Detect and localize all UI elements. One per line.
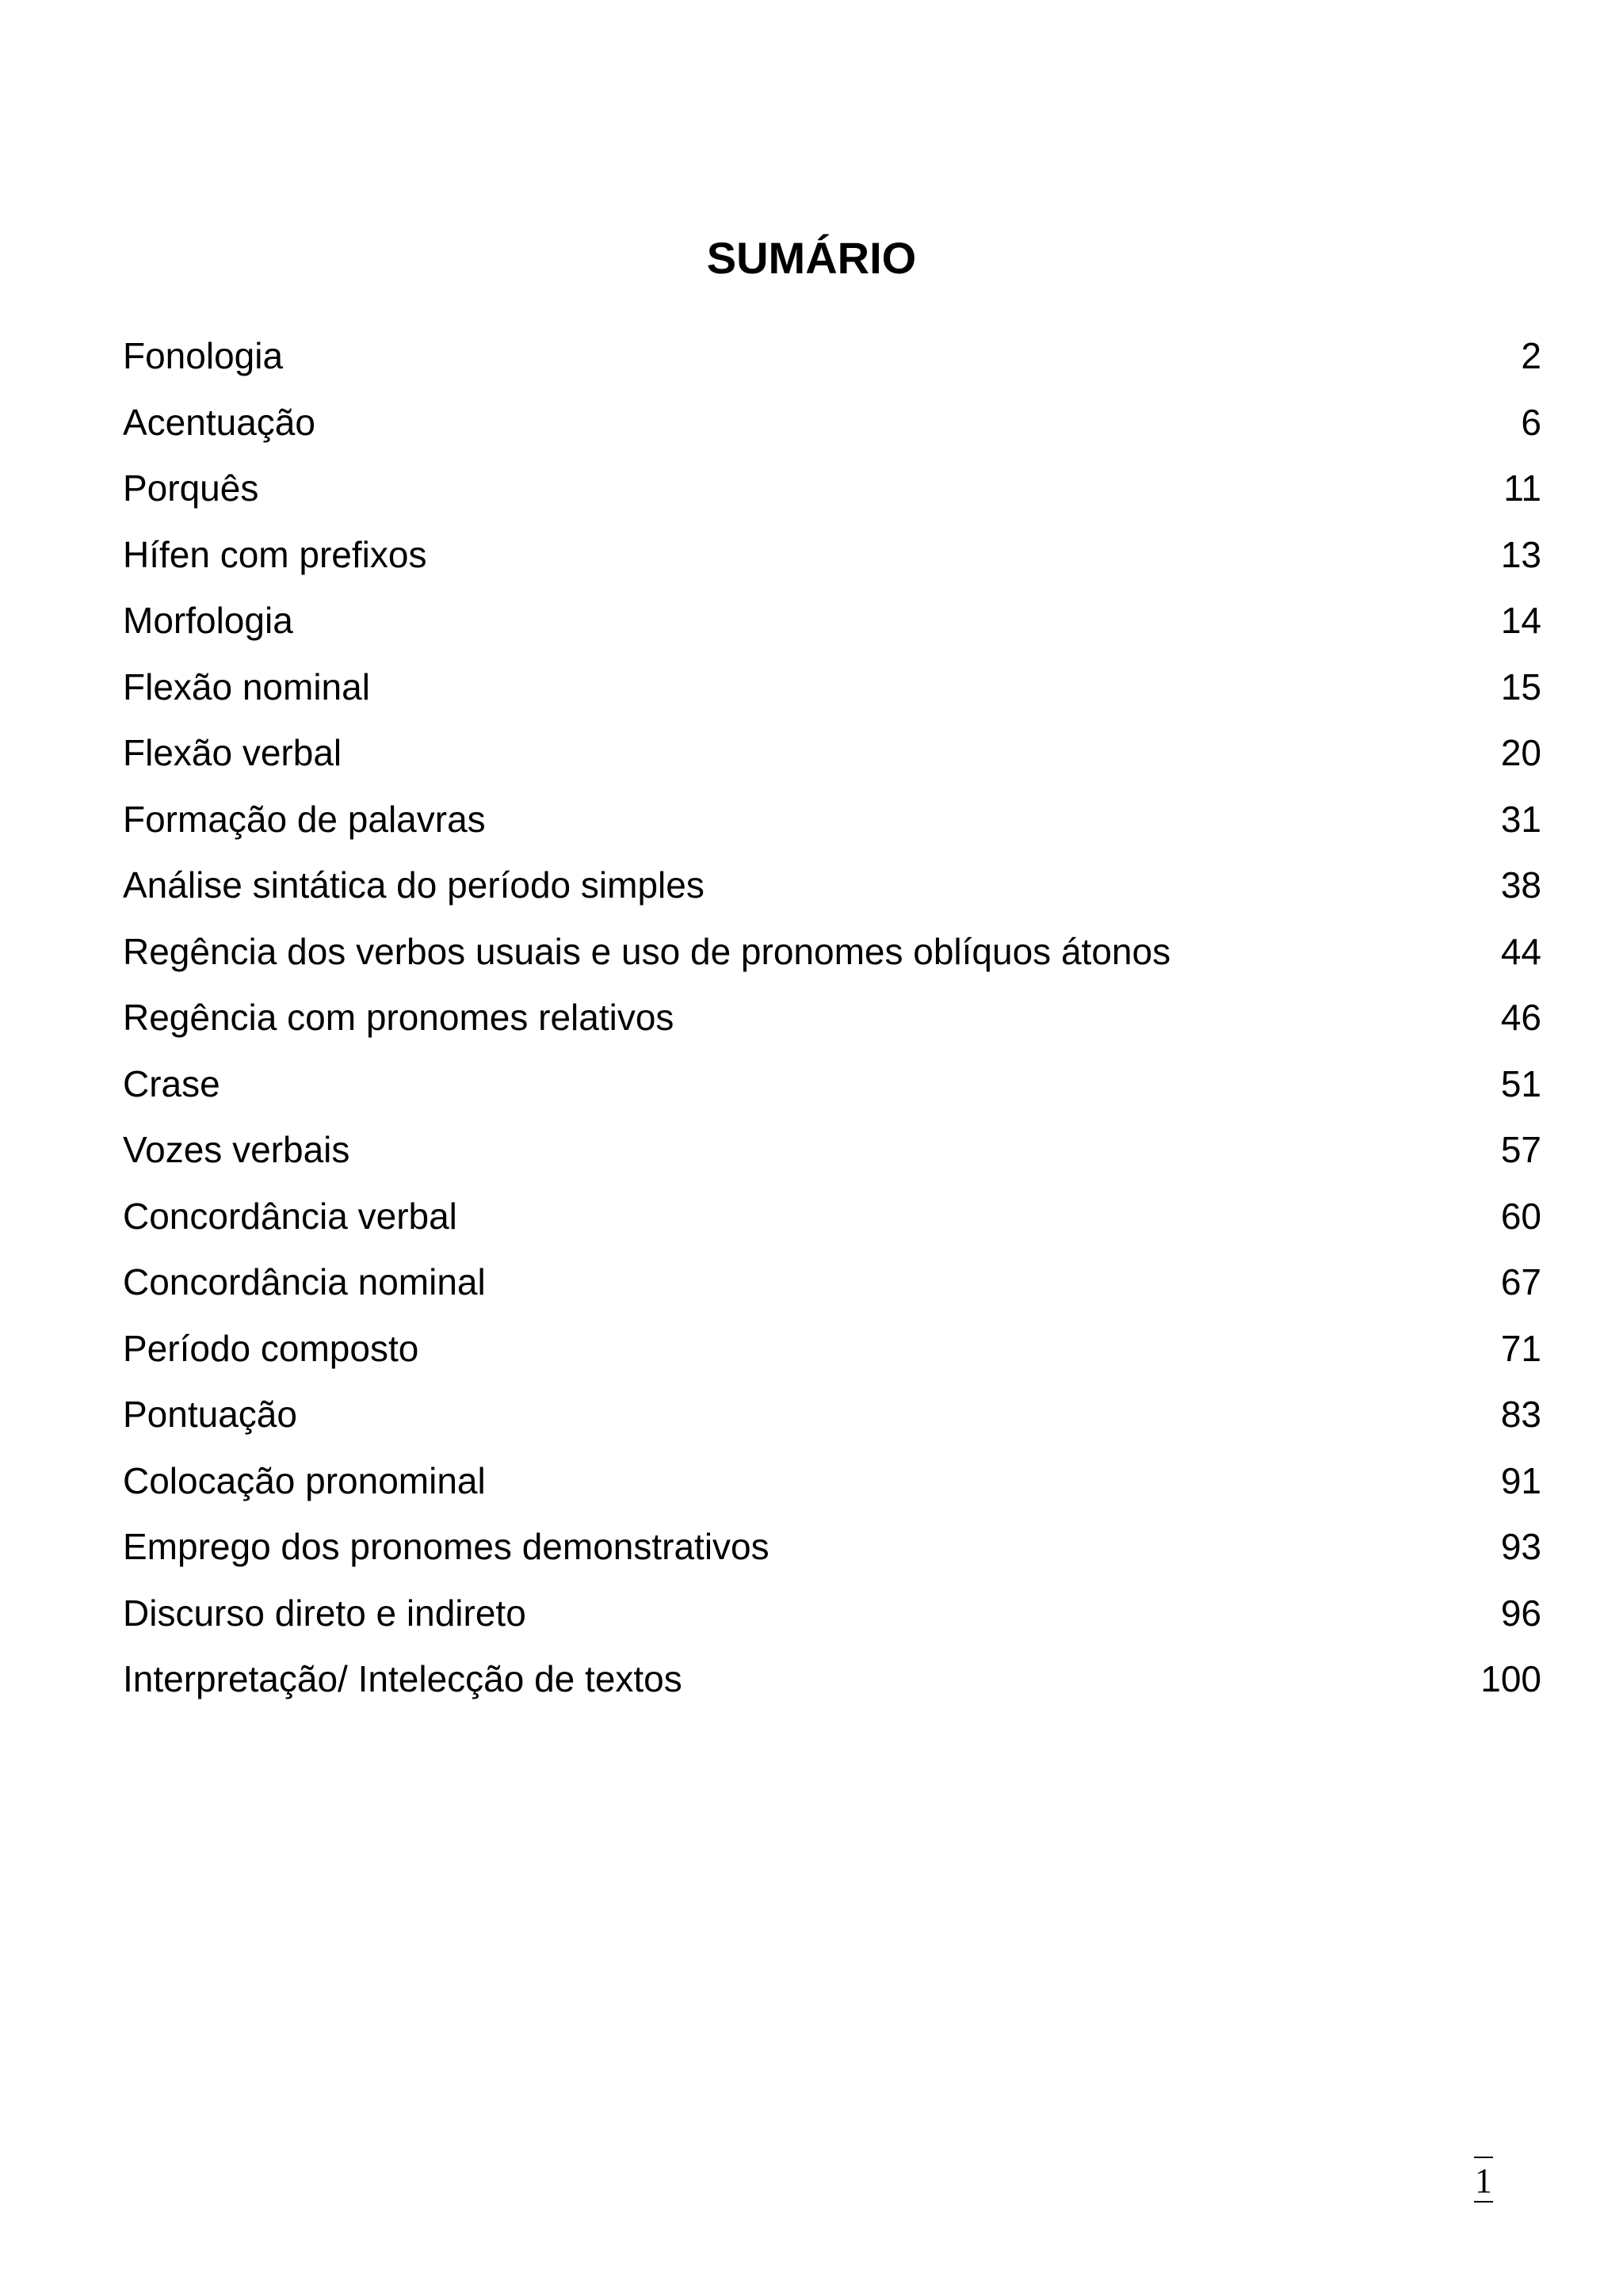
toc-entry-page: 100 [1480,1658,1541,1699]
toc-entry-label: Vozes verbais [123,1129,350,1170]
toc-entry-page: 46 [1500,997,1541,1038]
toc-entry-label: Regência dos verbos usuais e uso de pronomes oblíquos átonos [123,930,1171,972]
toc-entry-page: 14 [1500,600,1541,641]
toc-title: SUMÁRIO [706,233,917,283]
toc-entry [123,588,1541,654]
toc-entry [123,1184,1541,1250]
toc-entry-page: 11 [1503,467,1541,509]
toc-entry-label: Crase [123,1062,220,1104]
toc-entry-page: 38 [1500,864,1541,906]
toc-entry-page: 96 [1500,1592,1541,1634]
toc-entry-label: Concordância nominal [123,1261,486,1302]
toc-entry-page: 93 [1500,1526,1541,1567]
toc-entry [123,1382,1541,1448]
toc-entry-page: 13 [1500,533,1541,575]
toc-entry-label: Colocação pronominal [123,1459,486,1501]
toc-entry-label: Discurso direto e indireto [123,1592,526,1634]
toc-entry-label: Fonologia [123,335,284,376]
toc-entry-label: Concordância verbal [123,1195,457,1237]
toc-entry [123,1316,1541,1383]
toc-entry [123,787,1541,853]
toc-entry-label: Análise sintática do período simples [123,864,705,906]
toc-entry-page: 71 [1500,1327,1541,1369]
toc-entry [123,390,1541,456]
toc-entry [123,1514,1541,1581]
toc-entry-page: 60 [1500,1195,1541,1237]
toc-entry-page: 31 [1500,798,1541,840]
toc-entry-page: 44 [1500,930,1541,972]
toc-entry-label: Interpretação/ Intelecção de textos [123,1658,682,1699]
toc-entry [123,323,1541,390]
toc-entry-page: 57 [1500,1129,1541,1170]
toc-entry [123,654,1541,721]
toc-entry [123,522,1541,589]
toc-entry-label: Flexão nominal [123,666,370,707]
toc-entry-label: Regência com pronomes relativos [123,997,674,1038]
toc-entry-label: Período composto [123,1327,419,1369]
toc-entry-page: 6 [1521,401,1541,443]
toc-entry [123,852,1541,919]
toc-entry-page: 20 [1500,732,1541,773]
toc-entry [123,1051,1541,1118]
toc-entry-page: 91 [1500,1459,1541,1501]
toc-entry [123,1646,1541,1713]
toc-entry-label: Morfologia [123,600,293,641]
toc-entry-label: Flexão verbal [123,732,342,773]
toc-entry-label: Hífen com prefixos [123,533,427,575]
toc-entry [123,720,1541,787]
toc-entry [123,1581,1541,1647]
toc-entry [123,1117,1541,1184]
toc-entry-label: Porquês [123,467,259,509]
toc-entry [123,919,1541,986]
toc-entry-page: 15 [1500,666,1541,707]
toc-entry-label: Acentuação [123,401,315,443]
page-number: 1 [1474,2157,1493,2203]
toc-entry-page: 83 [1500,1394,1541,1435]
toc-entry [123,985,1541,1051]
toc-entry-label: Formação de palavras [123,798,486,840]
toc-entry-page: 67 [1500,1261,1541,1302]
toc-list [123,323,1541,1713]
toc-entry-page: 51 [1500,1062,1541,1104]
toc-entry-label: Pontuação [123,1394,297,1435]
toc-entry-label: Emprego dos pronomes demonstrativos [123,1526,769,1567]
toc-entry [123,1249,1541,1316]
toc-entry [123,456,1541,522]
toc-entry-page: 2 [1521,335,1541,376]
toc-entry [123,1448,1541,1515]
